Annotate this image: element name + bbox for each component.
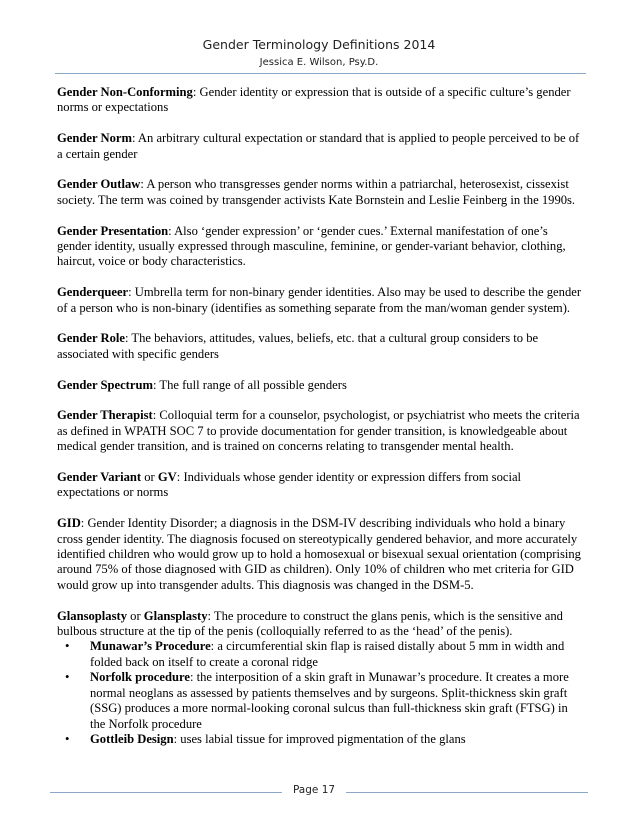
term-separator: :	[176, 470, 184, 485]
document-author: Jessica E. Wilson, Psy.D.	[259, 57, 379, 68]
subterm-text: the interposition of a skin graft in Munawar’s procedure. It creates a more normal neoglans as assessed by patients themselves and by surgeons. Split-thickness skin graft (SSG) produces a more normal-looking coronal sulcus than full-thickness skin graft (FTSG) in the Norfolk procedure	[90, 670, 569, 731]
definition-text: Umbrella term for non-binary gender identities. Also may be used to describe the gender of a person who is non-binary (identifies as something separate from the man/woman gender system).	[57, 285, 582, 315]
term-separator: :	[80, 516, 88, 531]
term-separator: :	[168, 223, 175, 238]
list-item-norfolk	[65, 670, 585, 732]
definition-text: The behaviors, attitudes, values, beliefs, etc. that a cultural group considers to be associated with specific genders	[57, 331, 539, 361]
footer-divider-left	[50, 792, 282, 793]
definition-glansoplasty	[57, 609, 585, 748]
term-separator: :	[173, 731, 181, 746]
term-alternate: Glansplasty	[143, 608, 208, 623]
term: Gender Spectrum	[57, 377, 153, 392]
bullet-icon: •	[65, 670, 70, 685]
definition-text: The full range of all possible genders	[159, 377, 347, 392]
page-number: Page 17	[292, 784, 336, 796]
definition-text: Gender identity or expression that is outside of a specific culture’s gender norms or expectations	[57, 85, 571, 115]
term-separator: :	[210, 639, 218, 654]
document-title: Gender Terminology Definitions 2014	[202, 37, 436, 52]
term-separator: :	[189, 670, 197, 685]
term-separator: :	[128, 285, 135, 300]
term: Genderqueer	[57, 285, 129, 300]
term-separator: :	[124, 331, 132, 346]
definition-text: An arbitrary cultural expectation or standard that is applied to people perceived to be of a certain gender	[57, 131, 580, 161]
definition-gender-non-conforming	[57, 85, 585, 116]
term: Gender Therapist	[57, 408, 153, 423]
definition-gender-therapist	[57, 408, 585, 454]
definition-gender-variant	[57, 470, 585, 501]
term: Gender Norm	[57, 131, 132, 146]
subterm: Gottleib Design	[90, 731, 174, 746]
definition-gender-outlaw	[57, 177, 585, 208]
definition-text: Individuals whose gender identity or expression differs from social expectations or norms	[57, 470, 522, 500]
definition-main	[57, 609, 585, 640]
term-joiner: or	[127, 608, 144, 623]
term-separator: :	[152, 408, 160, 423]
definition-gender-presentation	[57, 224, 585, 270]
term-separator: :	[192, 85, 200, 99]
definition-gender-norm	[57, 131, 585, 162]
definition-text: Also ‘gender expression’ or ‘gender cues.’ External manifestation of one’s gender identity, usually expressed through masculine, feminine, or gender-variant behavior, clothing, haircut, voice or body characteristics.	[57, 223, 566, 269]
header-divider	[55, 73, 586, 74]
term-separator: :	[207, 608, 214, 623]
list-item-gottleib	[65, 731, 585, 747]
definitions-body	[57, 85, 585, 763]
term: Gender Presentation	[57, 223, 169, 238]
term-separator: :	[131, 131, 138, 146]
footer-divider-right	[346, 792, 588, 793]
definition-gender-role	[57, 331, 585, 362]
subterm-text: uses labial tissue for improved pigmentation of the glans	[180, 731, 466, 746]
definition-text: A person who transgresses gender norms within a patriarchal, heterosexist, cissexist society. The term was coined by transgender activists Kate Bornstein and Leslie Feinberg in the 1990s.	[57, 177, 576, 207]
subterm: Norfolk procedure	[90, 670, 190, 685]
subterm: Munawar’s Procedure	[90, 639, 211, 654]
definition-text: The procedure to construct the glans penis, which is the sensitive and bulbous structure at the tip of the penis (colloquially referred to as the ‘head’ of the penis).	[57, 608, 563, 639]
subterm-text: a circumferential skin flap is raised distally about 5 mm in width and folded back on itself to create a coronal ridge	[90, 639, 565, 669]
list-item-munawar	[65, 639, 585, 670]
bullet-icon: •	[65, 731, 70, 746]
term: Gender Outlaw	[57, 177, 141, 192]
term: Gender Variant	[57, 470, 142, 485]
term-separator: :	[152, 377, 160, 392]
procedure-list	[57, 639, 585, 747]
term: GID	[57, 516, 81, 531]
term-joiner: or	[141, 470, 158, 485]
definition-gid	[57, 516, 585, 593]
bullet-icon: •	[65, 639, 70, 654]
definition-genderqueer	[57, 285, 585, 316]
term: Gender Non-Conforming	[57, 85, 193, 99]
term-alternate: GV	[157, 470, 177, 485]
term-separator: :	[140, 177, 147, 192]
definition-text: Colloquial term for a counselor, psychologist, or psychiatrist who meets the criteria as defined in WPATH SOC 7 to provide documentation for gender transition, is knowledgeable about medical gender transition, and is trained on concerns relating to transgender mental health.	[57, 408, 580, 454]
term: Glansoplasty	[57, 608, 127, 623]
term: Gender Role	[57, 331, 125, 346]
definition-text: Gender Identity Disorder; a diagnosis in the DSM-IV describing individuals who hold a binary cross gender identity. The diagnosis focused on stereotypically gendered behavior, and more accurately identified children who would grow up to hold a homosexual or bisexual sexual orientation (comprising around 75% of those diagnosed with GID as children). Only 10% of children who met criteria for GID would grow up into transgender adults. This diagnosis was changed in the DSM-5.	[57, 516, 581, 592]
definition-gender-spectrum	[57, 378, 585, 393]
